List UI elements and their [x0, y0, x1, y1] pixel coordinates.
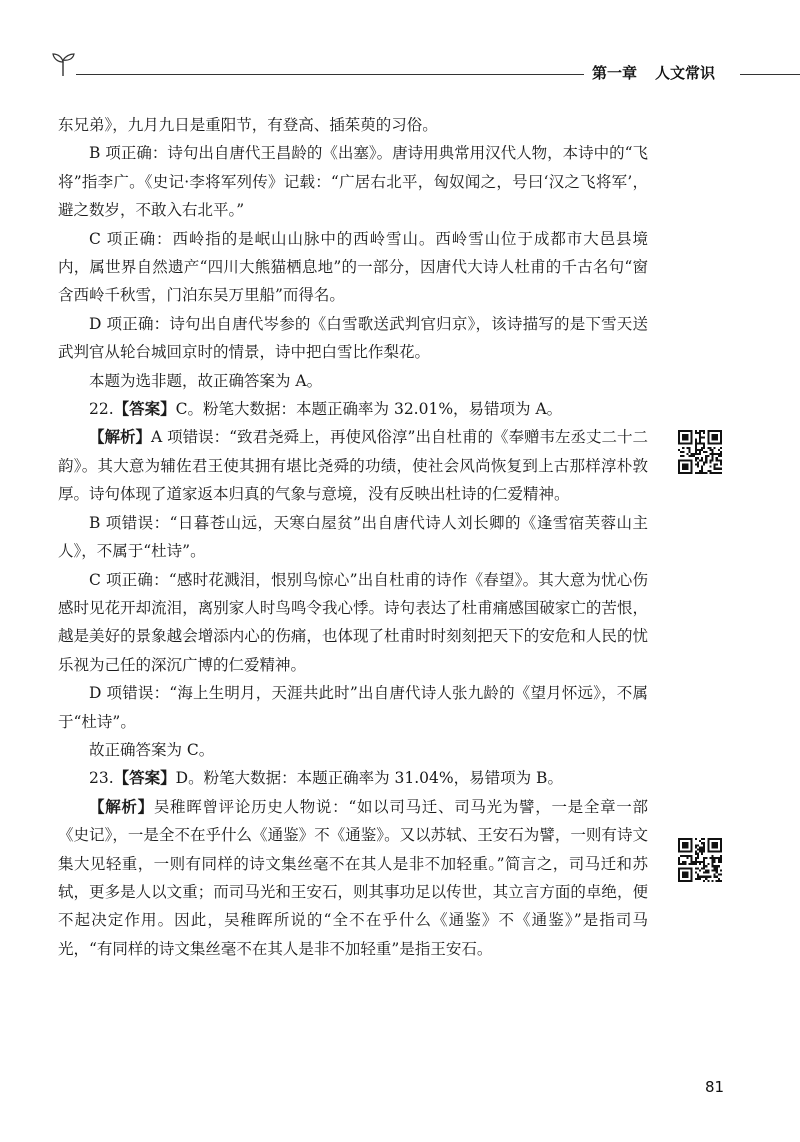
header-rule-left: [76, 74, 584, 75]
paragraph: B 项错误：“日暮苍山远，天寒白屋贫”出自唐代诗人刘长卿的《逢雪宿芙蓉山主人》，不属于“杜诗”。: [58, 513, 648, 561]
chapter-heading: [592, 62, 715, 83]
paragraph: C 项正确：“感时花溅泪，恨别鸟惊心”出自杜甫的诗作《春望》。其大意为忧心伤感时见花开却流泪，离别家人时鸟鸣令我心悸。诗句表达了杜甫痛感国破家亡的苦恨，越是美好的景象越会增添内心的伤痛，也体现了杜甫时时刻刻把天下的安危和人民的忧乐视为己任的深沉广博的仁爱精神。: [58, 570, 648, 674]
analysis-text: A 项错误：“致君尧舜上，再使风俗淳”出自杜甫的《奉赠韦左丞丈二十二韵》。其大意为辅佐君王使其拥有堪比尧舜的功绩，使社会风尚恢复到上古那样淳朴敦厚。诗句体现了道家返本归真的气象与意境，没有反映出杜诗的仁爱精神。: [58, 428, 648, 504]
page-number: 81: [705, 1078, 725, 1096]
paragraph: 本题为选非题，故正确答案为 A。: [89, 371, 323, 390]
analysis-label: 【解析】: [89, 797, 154, 816]
analysis-23: [58, 793, 648, 963]
paragraph: 东兄弟》，九月九日是重阳节，有登高、插茱萸的习俗。: [58, 116, 438, 134]
question-number: 22.: [89, 400, 114, 419]
header-rule-right: [740, 74, 800, 75]
page-content: [58, 111, 648, 963]
answer-23: [58, 764, 648, 792]
answer-text: D。粉笔大数据：本题正确率为 31.04%，易错项为 B。: [175, 769, 563, 788]
analysis-22: [58, 423, 648, 508]
analysis-text: 吴稚晖曾评论历史人物说：“如以司马迁、司马光为譬，一是全章一部《史记》，一是全不在乎什么《通鉴》不《通鉴》。又以苏轼、王安石为譬，一则有诗文集大见轻重，一则有同样的诗文集丝毫不在其人是非不加轻重。”简言之，司马迁和苏轼，更多是人以文重；而司马光和王安石，则其事功足以传世，其立言方面的卓绝，便不起决定作用。因此，吴稚晖所说的“全不在乎什么《通鉴》不《通鉴》”是指司马光，“有同样的诗文集丝毫不在其人是非不加轻重”是指王安石。: [58, 797, 648, 958]
chapter-title: 人文常识: [655, 64, 716, 82]
question-number: 23.: [89, 769, 114, 788]
chapter-number: 第一章: [592, 64, 638, 82]
qr-code-23-icon[interactable]: [678, 838, 722, 882]
answer-label: 【答案】: [113, 769, 176, 788]
answer-text: C。粉笔大数据：本题正确率为 32.01%，易错项为 A。: [175, 400, 563, 419]
paragraph: B 项正确：诗句出自唐代王昌龄的《出塞》。唐诗用典常用汉代人物，本诗中的“飞将”指李广。《史记·李将军列传》记载：“广居右北平，匈奴闻之，号曰‘汉之飞将军’，避之数岁，不敢入右北平。”: [58, 144, 648, 220]
page-header: [0, 44, 800, 84]
answer-label: 【答案】: [113, 400, 176, 419]
paragraph: D 项正确：诗句出自唐代岑参的《白雪歌送武判官归京》，该诗描写的是下雪天送武判官从轮台城回京时的情景，诗中把白雪比作梨花。: [58, 314, 648, 362]
paragraph: C 项正确：西岭指的是岷山山脉中的西岭雪山。西岭雪山位于成都市大邑县境内，属世界自然遗产“四川大熊猫栖息地”的一部分，因唐代大诗人杜甫的千古名句“窗含西岭千秋雪，门泊东吴万里船”而得名。: [58, 229, 648, 305]
paragraph: 故正确答案为 C。: [89, 740, 215, 759]
paragraph: D 项错误：“海上生明月，天涯共此时”出自唐代诗人张九龄的《望月怀远》，不属于“杜诗”。: [58, 684, 648, 731]
qr-code-22-icon[interactable]: [678, 430, 722, 474]
sprout-icon: [50, 50, 76, 78]
answer-22: [58, 395, 648, 423]
analysis-label: 【解析】: [89, 428, 152, 447]
